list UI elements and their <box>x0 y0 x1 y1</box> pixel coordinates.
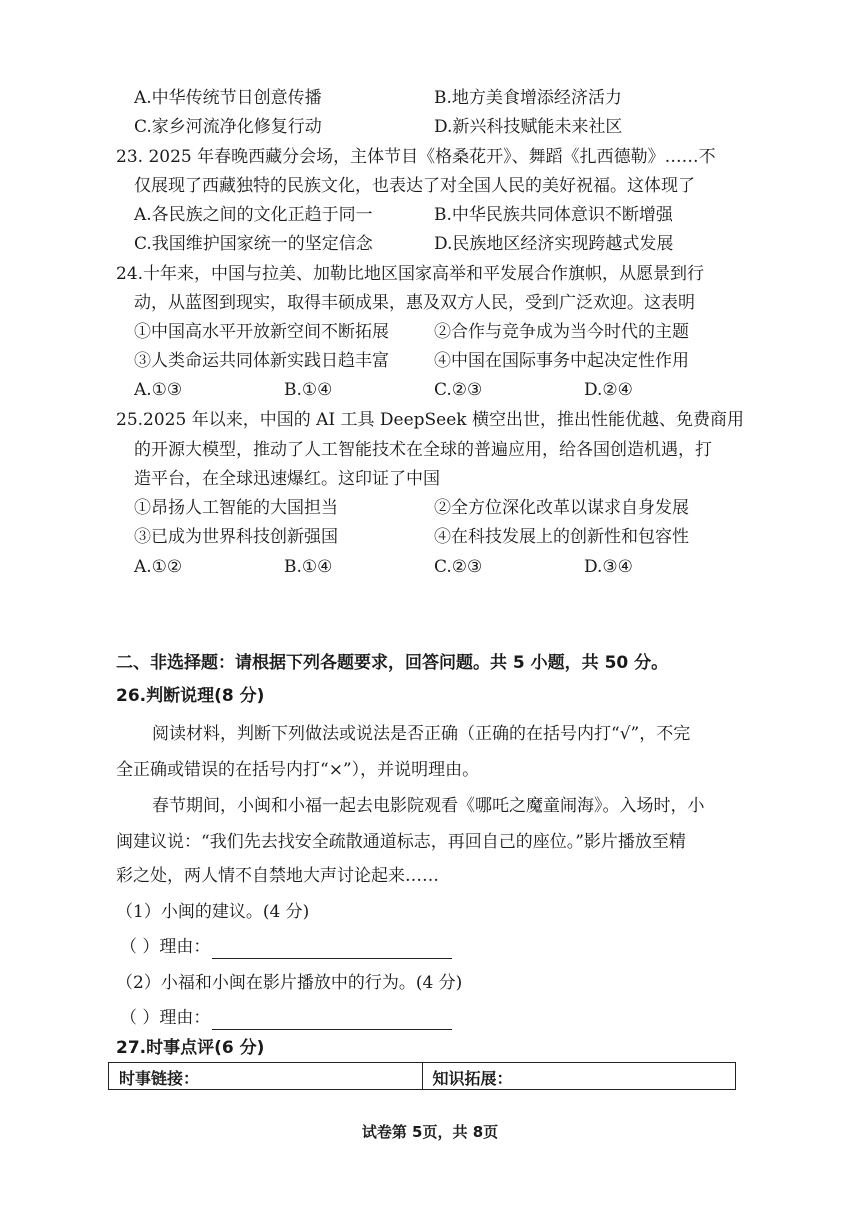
q23-option-c: C.我国维护国家统一的坚定信念 <box>134 234 373 254</box>
q25-option-d: D.③④ <box>584 557 633 577</box>
q27-title: 27.时事点评(6 分) <box>116 1038 265 1058</box>
q22-option-c: C.家乡河流净化修复行动 <box>134 117 322 137</box>
q25-option-c: C.②③ <box>434 557 483 577</box>
q23-option-d: D.民族地区经济实现跨越式发展 <box>434 234 674 254</box>
q25-statement-3: ③已成为世界科技创新强国 <box>134 527 338 547</box>
q26-answer-blank-1[interactable] <box>212 940 452 959</box>
q24-option-a: A.①③ <box>134 380 183 400</box>
q26-title: 26.判断说理(8 分) <box>116 686 265 706</box>
page-footer: 试卷第 5页，共 8页 <box>361 1123 499 1141</box>
q26-answer-blank-2[interactable] <box>212 1011 452 1030</box>
q24-option-c: C.②③ <box>434 380 483 400</box>
q23-option-a: A.各民族之间的文化正趋于同一 <box>134 205 373 225</box>
q25-stem-line1: 25.2025 年以来，中国的 AI 工具 DeepSeek 横空出世，推出性能优越、免费商用 <box>116 410 745 430</box>
q23-option-b: B.中华民族共同体意识不断增强 <box>434 205 673 225</box>
q26-instruction-line2: 全正确或错误的在括号内打“×”），并说明理由。 <box>116 760 480 780</box>
q27-knowledge-cell[interactable]: 知识拓展： <box>422 1063 736 1089</box>
q26-answer-label-1: （ ）理由： <box>120 937 211 957</box>
q26-sub-question-1: （1）小闽的建议。(4 分) <box>116 902 310 922</box>
q22-option-a: A.中华传统节日创意传播 <box>134 88 322 108</box>
q24-stem-line1: 24.十年来，中国与拉美、加勒比地区国家高举和平发展合作旗帜，从愿景到行 <box>116 264 705 284</box>
q23-stem-line1: 23. 2025 年春晚西藏分会场，主体节目《格桑花开》、舞蹈《扎西德勒》……不 <box>116 147 716 167</box>
q26-answer-label-2: （ ）理由： <box>120 1008 211 1028</box>
q22-option-d: D.新兴科技赋能未来社区 <box>434 117 623 137</box>
q27-table <box>108 1062 736 1090</box>
q26-instruction-line1: 阅读材料，判断下列做法或说法是否正确（正确的在括号内打“√”，不完 <box>152 724 691 744</box>
q25-option-a: A.①② <box>134 557 183 577</box>
q25-statement-1: ①昂扬人工智能的大国担当 <box>134 498 338 518</box>
q26-answer-row-1 <box>120 935 452 959</box>
q24-statement-3: ③人类命运共同体新实践日趋丰富 <box>134 351 389 371</box>
q26-material-line1: 春节期间，小闽和小福一起去电影院观看《哪吒之魔童闹海》。入场时，小 <box>152 796 705 816</box>
q25-statement-4: ④在科技发展上的创新性和包容性 <box>434 527 689 547</box>
section-heading: 二、非选择题：请根据下列各题要求，回答问题。共 5 小题，共 50 分。 <box>116 653 669 673</box>
q25-statement-2: ②全方位深化改革以谋求自身发展 <box>434 498 689 518</box>
q24-stem-line2: 动，从蓝图到现实，取得丰硕成果，惠及双方人民，受到广泛欢迎。这表明 <box>134 293 695 313</box>
q24-statement-4: ④中国在国际事务中起决定性作用 <box>434 351 689 371</box>
q25-option-b: B.①④ <box>284 557 333 577</box>
q24-option-b: B.①④ <box>284 380 333 400</box>
q24-statement-2: ②合作与竞争成为当今时代的主题 <box>434 322 689 342</box>
q26-material-line3: 彩之处，两人情不自禁地大声讨论起来…… <box>116 866 439 886</box>
q24-statement-1: ①中国高水平开放新空间不断拓展 <box>134 322 389 342</box>
q23-stem-line2: 仅展现了西藏独特的民族文化，也表达了对全国人民的美好祝福。这体现了 <box>134 176 695 196</box>
q25-stem-line3: 造平台，在全球迅速爆红。这印证了中国 <box>134 469 440 489</box>
q26-material-line2: 闽建议说：“我们先去找安全疏散通道标志，再回自己的座位。”影片播放至精 <box>116 832 686 852</box>
q25-stem-line2: 的开源大模型，推动了人工智能技术在全球的普遍应用，给各国创造机遇，打 <box>134 440 712 460</box>
q24-option-d: D.②④ <box>584 380 633 400</box>
q22-option-b: B.地方美食增添经济活力 <box>434 88 622 108</box>
q27-current-events-cell[interactable]: 时事链接： <box>119 1069 200 1088</box>
q26-sub-question-2: （2）小福和小闽在影片播放中的行为。(4 分) <box>116 973 463 993</box>
q26-answer-row-2 <box>120 1006 452 1030</box>
